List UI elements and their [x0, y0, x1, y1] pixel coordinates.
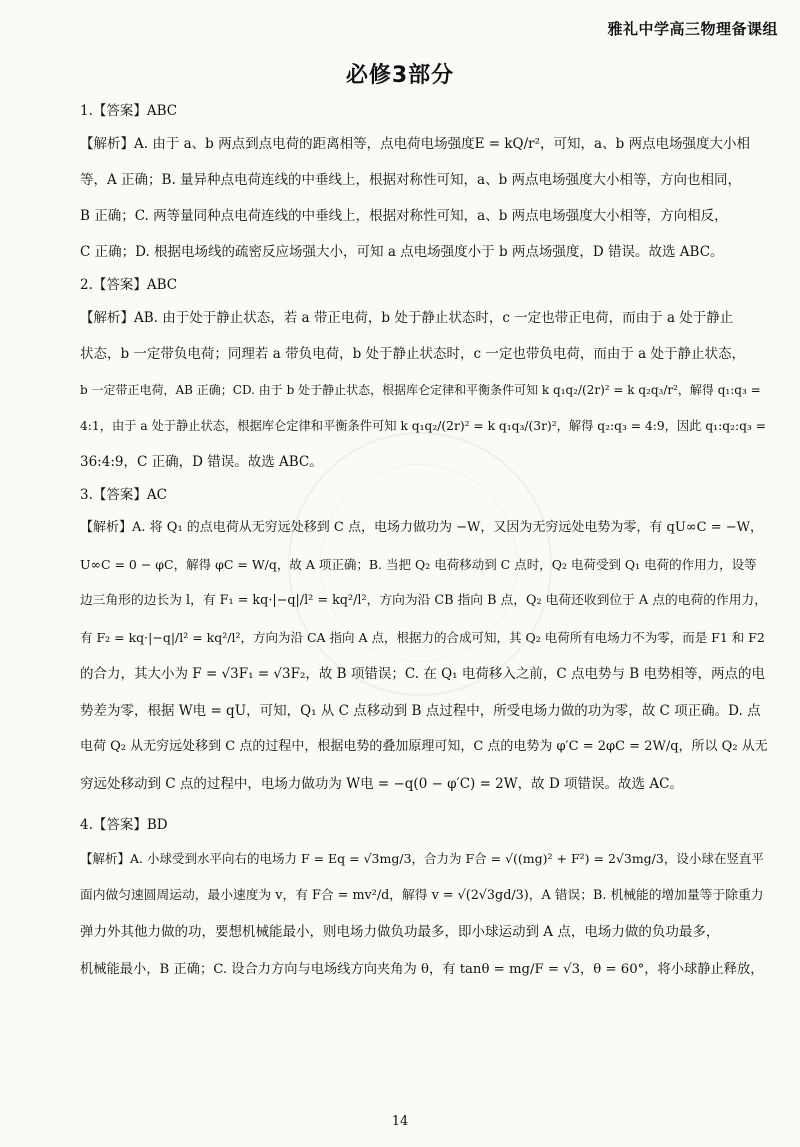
- analysis-line: 的合力，其大小为 F = √3F₁ = √3F₂，故 B 项错误；C. 在 Q₁ 电荷移入之前，C 点电势与 B 电势相等，两点的电: [80, 666, 766, 682]
- analysis-line: C 正确；D. 根据电场线的疏密反应场强大小，可知 a 点电场强度小于 b 两点场强度，D 错误。故选 ABC。: [80, 244, 724, 260]
- answer-content: [80, 96, 768, 988]
- analysis-line: 4:1，由于 a 处于静止状态，根据库仑定律和平衡条件可知 k q₁q₂/(2r)² = k q₁q₃/(3r)²，解得 q₂:q₃ = 4:9，因此 q₁:q₂:q₃ =: [80, 419, 766, 433]
- analysis-line: 【解析】A. 由于 a、b 两点到点电荷的距离相等，点电荷电场强度E = kQ/r²，可知，a、b 两点电场强度大小相: [80, 136, 750, 152]
- answer-heading: 3.【答案】AC: [80, 487, 167, 503]
- analysis-line: 【解析】A. 将 Q₁ 的点电荷从无穷远处移到 C 点，电场力做功为 −W，又因为无穷远处电势为零，有 qU∞C = −W，: [80, 520, 763, 535]
- page-number: 14: [391, 1114, 409, 1129]
- analysis-line: 弹力外其他力做的功，要想机械能最小，则电场力做负功最多，即小球运动到 A 点，电场力做的负功最多，: [80, 924, 720, 940]
- answer-heading: 4.【答案】BD: [80, 817, 168, 833]
- page-title: 必修3部分: [345, 63, 455, 88]
- analysis-line: 状态，b 一定带负电荷；同理若 a 带负电荷，b 处于静止状态时，c 一定也带负电荷，而由于 a 处于静止状态，: [80, 346, 745, 362]
- answer-heading: 2.【答案】ABC: [80, 277, 178, 293]
- analysis-line: 【解析】AB. 由于处于静止状态，若 a 带正电荷，b 处于静止状态时，c 一定也带正电荷，而由于 a 处于静止: [80, 310, 734, 326]
- analysis-line: 面内做匀速圆周运动，最小速度为 v，有 F合 = mv²/d，解得 v = √(2√3gd/3)，A 错误；B. 机械能的增加量等于除重力: [80, 888, 764, 903]
- school-header: 雅礼中学高三物理备课组: [607, 20, 778, 38]
- analysis-line: 机械能最小，B 正确；C. 设合力方向与电场线方向夹角为 θ，有 tanθ = mg/F = √3，θ = 60°，将小球静止释放，: [80, 962, 764, 977]
- answer-heading: 1.【答案】ABC: [80, 103, 178, 119]
- analysis-line: 【解析】A. 小球受到水平向右的电场力 F = Eq = √3mg/3，合力为 F合 = √((mg)² + F²) = 2√3mg/3，设小球在竖直平: [80, 851, 764, 866]
- analysis-block: [80, 840, 768, 988]
- analysis-block: [80, 300, 768, 480]
- analysis-line: 边三角形的边长为 l，有 F₁ = kq·|−q|/l² = kq²/l²，方向为沿 CB 指向 B 点，Q₂ 电荷还收到位于 A 点的电荷的作用力，: [80, 593, 767, 608]
- analysis-line: 等，A 正确；B. 量异种点电荷连线的中垂线上，根据对称性可知，a、b 两点电场强度大小相等，方向也相同，: [80, 172, 742, 188]
- analysis-block: [80, 126, 768, 270]
- analysis-line: B 正确；C. 两等量同种点电荷连线的中垂线上，根据对称性可知，a、b 两点电场强度大小相等，方向相反，: [80, 208, 728, 224]
- analysis-line: 穷远处移动到 C 点的过程中，电场力做功为 W电 = −q(0 − φ′C) = 2W，故 D 项错误。故选 AC。: [80, 775, 683, 792]
- analysis-line: 势差为零，根据 W电 = qU，可知，Q₁ 从 C 点移动到 B 点过程中，所受电场力做的功为零，故 C 项正确。D. 点: [80, 702, 761, 719]
- analysis-line: b 一定带正电荷，AB 正确；CD. 由于 b 处于静止状态，根据库仑定律和平衡条件可知 k q₁q₂/(2r)² = k q₂q₃/r²，解得 q₁:q₃ =: [80, 383, 761, 397]
- analysis-line: U∞C = 0 − φC，解得 φC = W/q，故 A 项正确；B. 当把 Q₂ 电荷移动到 C 点时，Q₂ 电荷受到 Q₁ 电荷的作用力，设等: [80, 556, 757, 572]
- analysis-line: 电荷 Q₂ 从无穷远处移到 C 点的过程中，根据电势的叠加原理可知，C 点的电势为 φ′C = 2φC = 2W/q，所以 Q₂ 从无: [80, 739, 768, 754]
- analysis-line: 36:4:9，C 正确，D 错误。故选 ABC。: [80, 454, 323, 470]
- analysis-block: [80, 510, 768, 802]
- analysis-line: 有 F₂ = kq·|−q|/l² = kq²/l²，方向为沿 CA 指向 A 点，根据力的合成可知，其 Q₂ 电荷所有电场力不为零，而是 F1 和 F2: [80, 629, 765, 645]
